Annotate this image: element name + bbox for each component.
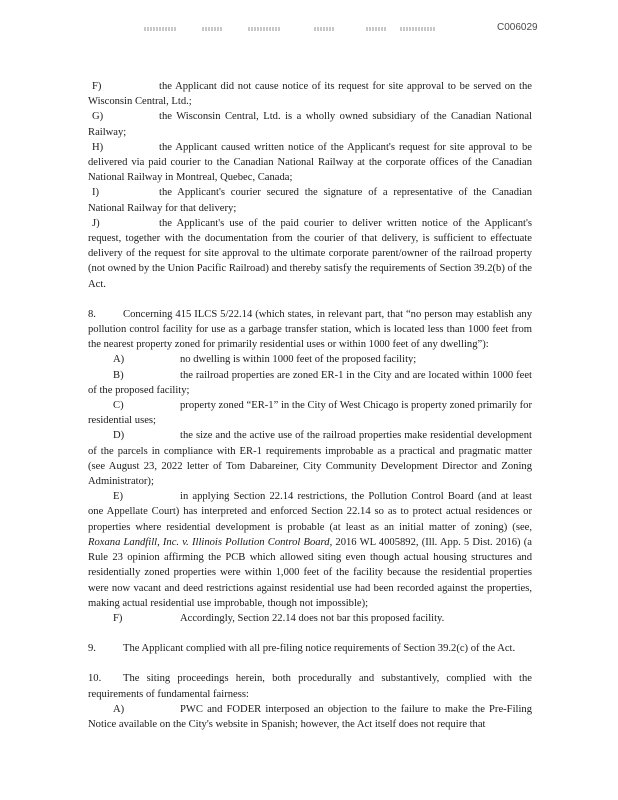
item-text: the Applicant caused written notice of the Applicant's request for site approval to be delivered via paid courier to the Canadian National Railway at the corporate offices of the Canadian National Railway in Montreal, Quebec, Canada; — [88, 141, 532, 184]
item-text: the Applicant's courier secured the signature of a representative of the Canadian National Railway for that delivery; — [88, 187, 532, 214]
case-citation: Roxana Landfill, Inc. v. Illinois Pollution Control Board, — [88, 536, 333, 548]
list-item — [88, 185, 532, 215]
item-label: A) — [113, 354, 125, 366]
item-text-before: in applying Section 22.14 restrictions, the Pollution Control Board (and at least one Appellate Court) has interpreted and enforced Section 22.14 so as to protect actual residences or properties where residential development is probable (at least as an initial matter of zoning) (see, — [88, 491, 532, 533]
list-item — [88, 428, 532, 489]
paragraph-number: 9. — [88, 643, 96, 655]
list-item — [88, 702, 532, 732]
item-label: E) — [113, 491, 123, 503]
paragraph-number: 8. — [88, 308, 96, 320]
item-label: C) — [113, 400, 124, 412]
item-label: H) — [92, 141, 104, 153]
list-item — [88, 611, 532, 626]
item-label: I) — [92, 187, 100, 199]
item-text: the Wisconsin Central, Ltd. is a wholly owned subsidiary of the Canadian National Railway; — [88, 111, 532, 138]
item-text: no dwelling is within 1000 feet of the proposed facility; — [180, 354, 417, 366]
item-text: the railroad properties are zoned ER-1 in the City and are located within 1000 feet of the proposed facility; — [88, 369, 532, 396]
paragraph-text: The siting proceedings herein, both procedurally and substantively, complied with the requirements of fundamental fairness: — [88, 673, 532, 700]
list-item — [88, 368, 532, 398]
numbered-paragraph — [88, 671, 532, 701]
paragraph-text: The Applicant complied with all pre-filing notice requirements of Section 39.2(c) of the Act. — [123, 643, 516, 655]
list-item — [88, 489, 532, 611]
list-item — [88, 140, 532, 186]
document-body — [88, 79, 532, 732]
item-label: J) — [92, 217, 100, 229]
list-item — [88, 79, 532, 109]
item-text: PWC and FODER interposed an objection to the failure to make the Pre-Filing Notice available on the City's website in Spanish; however, the Act itself does not require that — [88, 703, 532, 730]
list-item — [88, 398, 532, 428]
bates-number: C006029 — [497, 22, 538, 33]
list-item — [88, 352, 532, 367]
item-text: the Applicant did not cause notice of its request for site approval to be served on the Wisconsin Central, Ltd.; — [88, 81, 532, 108]
list-item — [88, 109, 532, 139]
item-label: A) — [113, 703, 125, 715]
paragraph-number: 10. — [88, 673, 102, 685]
item-label: D) — [113, 430, 125, 442]
numbered-paragraph — [88, 641, 532, 656]
item-label: G) — [92, 111, 104, 123]
item-text-after: 2016 WL 4005892, (Ill. App. 5 Dist. 2016) (a Rule 23 opinion affirming the PCB which allowed siting even though actual housing structures and residentially zoned properties were within 1,000 feet of the facility because the residential properties were now vacant and deed restrictions against residential use had been recorded against the properties, making actual residential use improbable, though not impossible); — [88, 536, 532, 609]
paragraph-text: Concerning 415 ILCS 5/22.14 (which states, in relevant part, that “no person may establish any pollution control facility for use as a garbage transfer station, which is located less than 1000 feet from the nearest property zoned for primarily residential uses or within 1000 feet of any dwelling”): — [88, 308, 532, 351]
list-item — [88, 216, 532, 292]
item-label: F) — [113, 612, 123, 624]
item-text: property zoned “ER-1” in the City of West Chicago is property zoned primarily for residential uses; — [88, 400, 532, 427]
numbered-paragraph — [88, 307, 532, 353]
header-fax-marks — [144, 27, 444, 33]
item-text: Accordingly, Section 22.14 does not bar this proposed facility. — [180, 612, 445, 624]
item-text: the size and the active use of the railroad properties make residential development of the parcels in compliance with ER-1 requirements improbable as a practical and pragmatic matter (see August 23, 2022 letter of Tom Dabareiner, City Community Development Director and Zoning Administrator); — [88, 430, 532, 488]
item-label: B) — [113, 369, 124, 381]
item-label: F) — [92, 81, 102, 92]
item-text: the Applicant's use of the paid courier to deliver written notice of the Applicant's request, together with the documentation from the courier of that delivery, is sufficient to effectuate delivery of the request for site approval to the ultimate corporate parent/owner of the railroad property (not owned by the Union Pacific Railroad) and thereby satisfy the requirements of Section 39.2(b) of the Act. — [88, 217, 532, 290]
